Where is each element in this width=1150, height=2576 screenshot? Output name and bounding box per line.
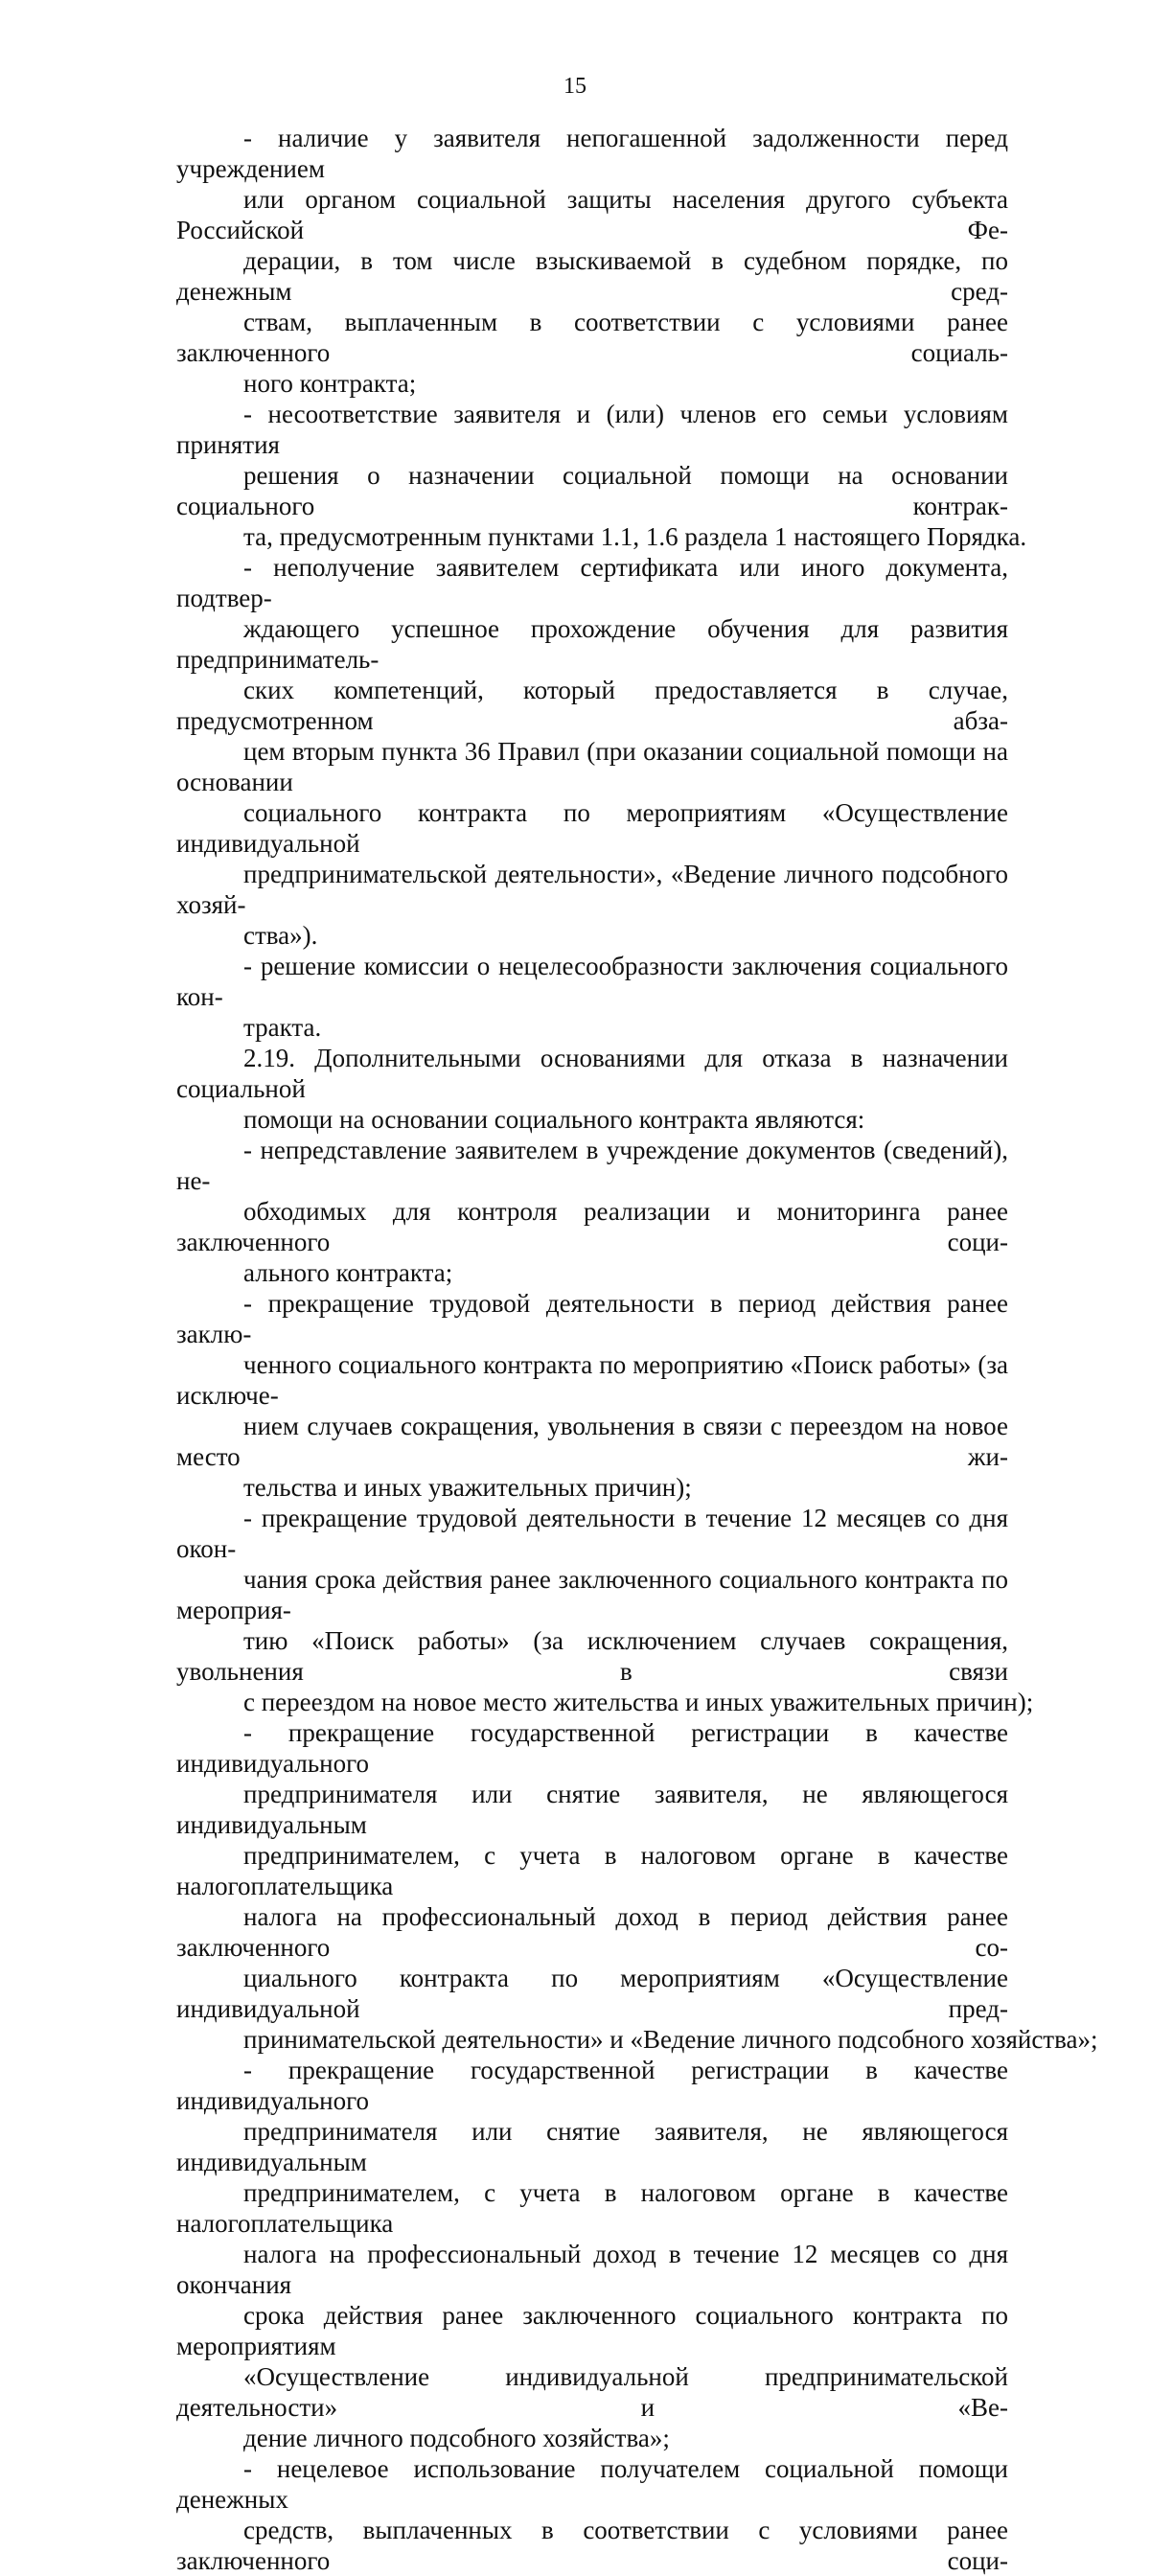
text-line: - прекращение трудовой деятельности в период действия ранее заклю-	[176, 1289, 1008, 1348]
text-line: обходимых для контроля реализации и мониторинга ранее заключенного соци-	[176, 1197, 1008, 1256]
text-line: тию «Поиск работы» (за исключением случаев сокращения, увольнения в связи	[176, 1626, 1008, 1686]
paragraph-documents	[176, 1135, 1008, 1288]
text-line: налога на профессиональный доход в течение 12 месяцев со дня окончания	[176, 2240, 1008, 2299]
paragraph-commission	[176, 951, 1008, 1043]
text-line: циального контракта по мероприятиям «Осуществление индивидуальной пред-	[176, 1964, 1008, 2023]
text-line: тракта.	[243, 1013, 322, 1042]
text-line: ских компетенций, который предоставляется в случае, предусмотренном абза-	[176, 676, 1008, 735]
paragraph-debt	[176, 123, 1008, 399]
text-line: принимательской деятельности» и «Ведение личного подсобного хозяйства»;	[243, 2025, 1098, 2054]
paragraph-nonconformity	[176, 399, 1027, 552]
document-body	[176, 123, 1098, 2576]
text-line: помощи на основании социального контракта являются:	[243, 1105, 865, 1134]
text-line: - неполучение заявителем сертификата или иного документа, подтвер-	[176, 553, 1008, 612]
text-line: предпринимательской деятельности», «Ведение личного подсобного хозяй-	[176, 860, 1008, 919]
text-line: средств, выплаченных в соответствии с условиями ранее заключенного соци-	[176, 2516, 1008, 2575]
text-line: тельства и иных уважительных причин);	[243, 1473, 692, 1502]
text-line: или органом социальной защиты населения другого субъекта Российской Фе-	[176, 185, 1008, 244]
text-line: - несоответствие заявителя и (или) членов его семьи условиям принятия	[176, 400, 1008, 459]
paragraph-certificate	[176, 552, 1008, 951]
text-line: социального контракта по мероприятиям «Осуществление индивидуальной	[176, 798, 1008, 858]
text-line: с переездом на новое место жительства и иных уважительных причин);	[243, 1688, 1034, 1716]
paragraph-registration-termination	[176, 1717, 1098, 2055]
text-line: предпринимателем, с учета в налоговом органе в качестве налогоплательщика	[176, 1841, 1008, 1900]
text-line: ствам, выплаченным в соответствии с условиями ранее заключенного социаль-	[176, 308, 1008, 367]
text-line: чания срока действия ранее заключенного социального контракта по мероприя-	[176, 1565, 1008, 1624]
text-line: ального контракта;	[243, 1258, 453, 1287]
text-line: дение личного подсобного хозяйства»;	[243, 2424, 670, 2452]
text-line: решения о назначении социальной помощи на основании социального контрак-	[176, 461, 1008, 520]
text-line: - нецелевое использование получателем социальной помощи денежных	[176, 2454, 1008, 2514]
paragraph-registration-termination-12-months	[176, 2055, 1008, 2453]
paragraph-misuse	[176, 2453, 1008, 2576]
text-line: «Осуществление индивидуальной предпринимательской деятельности» и «Ве-	[176, 2362, 1008, 2422]
text-line: - непредставление заявителем в учреждение документов (сведений), не-	[176, 1136, 1008, 1195]
paragraph-2-19	[176, 1043, 1008, 1135]
text-line: ждающего успешное прохождение обучения для развития предприниматель-	[176, 614, 1008, 674]
text-line: предпринимателем, с учета в налоговом органе в качестве налогоплательщика	[176, 2178, 1008, 2238]
text-line: - прекращение государственной регистрации в качестве индивидуального	[176, 2056, 1008, 2115]
page-number: 15	[564, 74, 586, 99]
text-line: - прекращение государственной регистрации в качестве индивидуального	[176, 1718, 1008, 1778]
text-line: ного контракта;	[243, 369, 417, 398]
text-line: предпринимателя или снятие заявителя, не являющегося индивидуальным	[176, 2117, 1008, 2176]
text-line: налога на профессиональный доход в период действия ранее заключенного со-	[176, 1902, 1008, 1962]
text-line: ства»).	[243, 921, 318, 950]
text-line: цем вторым пункта 36 Правил (при оказании социальной помощи на основании	[176, 737, 1008, 796]
text-line: та, предусмотренным пунктами 1.1, 1.6 раздела 1 настоящего Порядка.	[243, 522, 1027, 551]
paragraph-work-termination	[176, 1288, 1008, 1503]
text-line: 2.19. Дополнительными основаниями для отказа в назначении социальной	[176, 1044, 1008, 1103]
text-line: - решение комиссии о нецелесообразности заключения социального кон-	[176, 952, 1008, 1011]
text-line: срока действия ранее заключенного социального контракта по мероприятиям	[176, 2301, 1008, 2360]
text-line: дерации, в том числе взыскиваемой в судебном порядке, по денежным сред-	[176, 246, 1008, 306]
text-line: ченного социального контракта по мероприятию «Поиск работы» (за исключе-	[176, 1350, 1008, 1410]
text-line: - наличие у заявителя непогашенной задолженности перед учреждением	[176, 124, 1008, 183]
paragraph-work-termination-12-months	[176, 1503, 1034, 1717]
text-line: предпринимателя или снятие заявителя, не являющегося индивидуальным	[176, 1780, 1008, 1839]
text-line: нием случаев сокращения, увольнения в связи с переездом на новое место жи-	[176, 1412, 1008, 1471]
text-line: - прекращение трудовой деятельности в течение 12 месяцев со дня окон-	[176, 1504, 1008, 1563]
